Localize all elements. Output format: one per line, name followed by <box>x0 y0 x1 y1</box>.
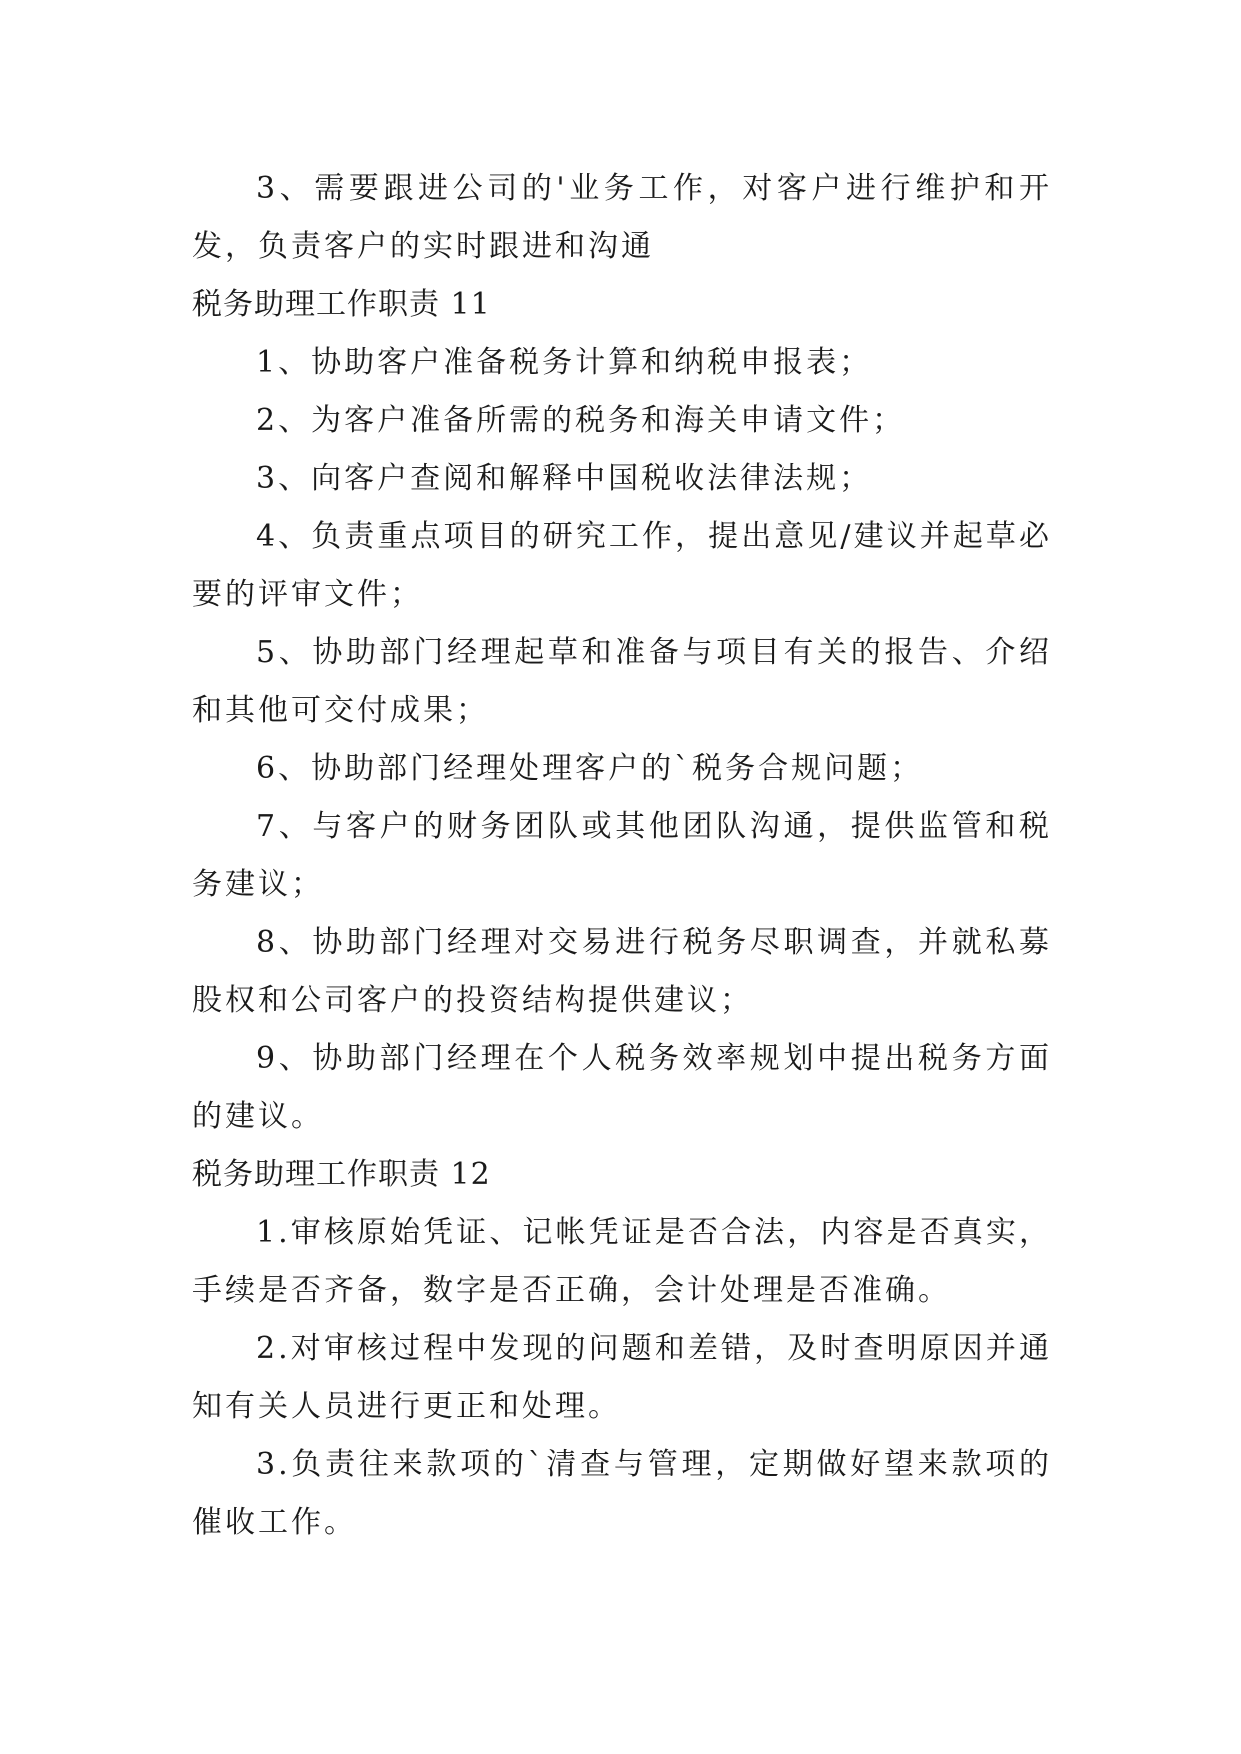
paragraph: 8、协助部门经理对交易进行税务尽职调查，并就私募股权和公司客户的投资结构提供建议； <box>192 925 1052 1018</box>
paragraph: 3、向客户查阅和解释中国税收法律法规； <box>256 461 873 496</box>
section-heading: 税务助理工作职责 11 <box>192 287 491 322</box>
paragraph: 5、协助部门经理起草和准备与项目有关的报告、介绍和其他可交付成果； <box>192 635 1052 728</box>
paragraph: 1.审核原始凭证、记帐凭证是否合法，内容是否真实，手续是否齐备，数字是否正确，会计处理是否准确。 <box>192 1215 1052 1308</box>
paragraph: 1、协助客户准备税务计算和纳税申报表； <box>256 345 873 380</box>
paragraph: 7、与客户的财务团队或其他团队沟通，提供监管和税务建议； <box>192 809 1052 902</box>
paragraph: 2.对审核过程中发现的问题和差错，及时查明原因并通知有关人员进行更正和处理。 <box>192 1331 1052 1424</box>
paragraph: 4、负责重点项目的研究工作，提出意见/建议并起草必要的评审文件； <box>192 519 1052 612</box>
paragraph: 3、需要跟进公司的'业务工作，对客户进行维护和开发，负责客户的实时跟进和沟通 <box>192 171 1052 264</box>
paragraph: 2、为客户准备所需的税务和海关申请文件； <box>256 403 906 438</box>
document-body <box>192 160 1052 1552</box>
paragraph: 9、协助部门经理在个人税务效率规划中提出税务方面的建议。 <box>192 1041 1052 1134</box>
paragraph: 6、协助部门经理处理客户的`税务合规问题； <box>256 751 924 786</box>
paragraph: 3.负责往来款项的`清查与管理，定期做好望来款项的催收工作。 <box>192 1447 1052 1540</box>
section-heading: 税务助理工作职责 12 <box>192 1157 491 1192</box>
